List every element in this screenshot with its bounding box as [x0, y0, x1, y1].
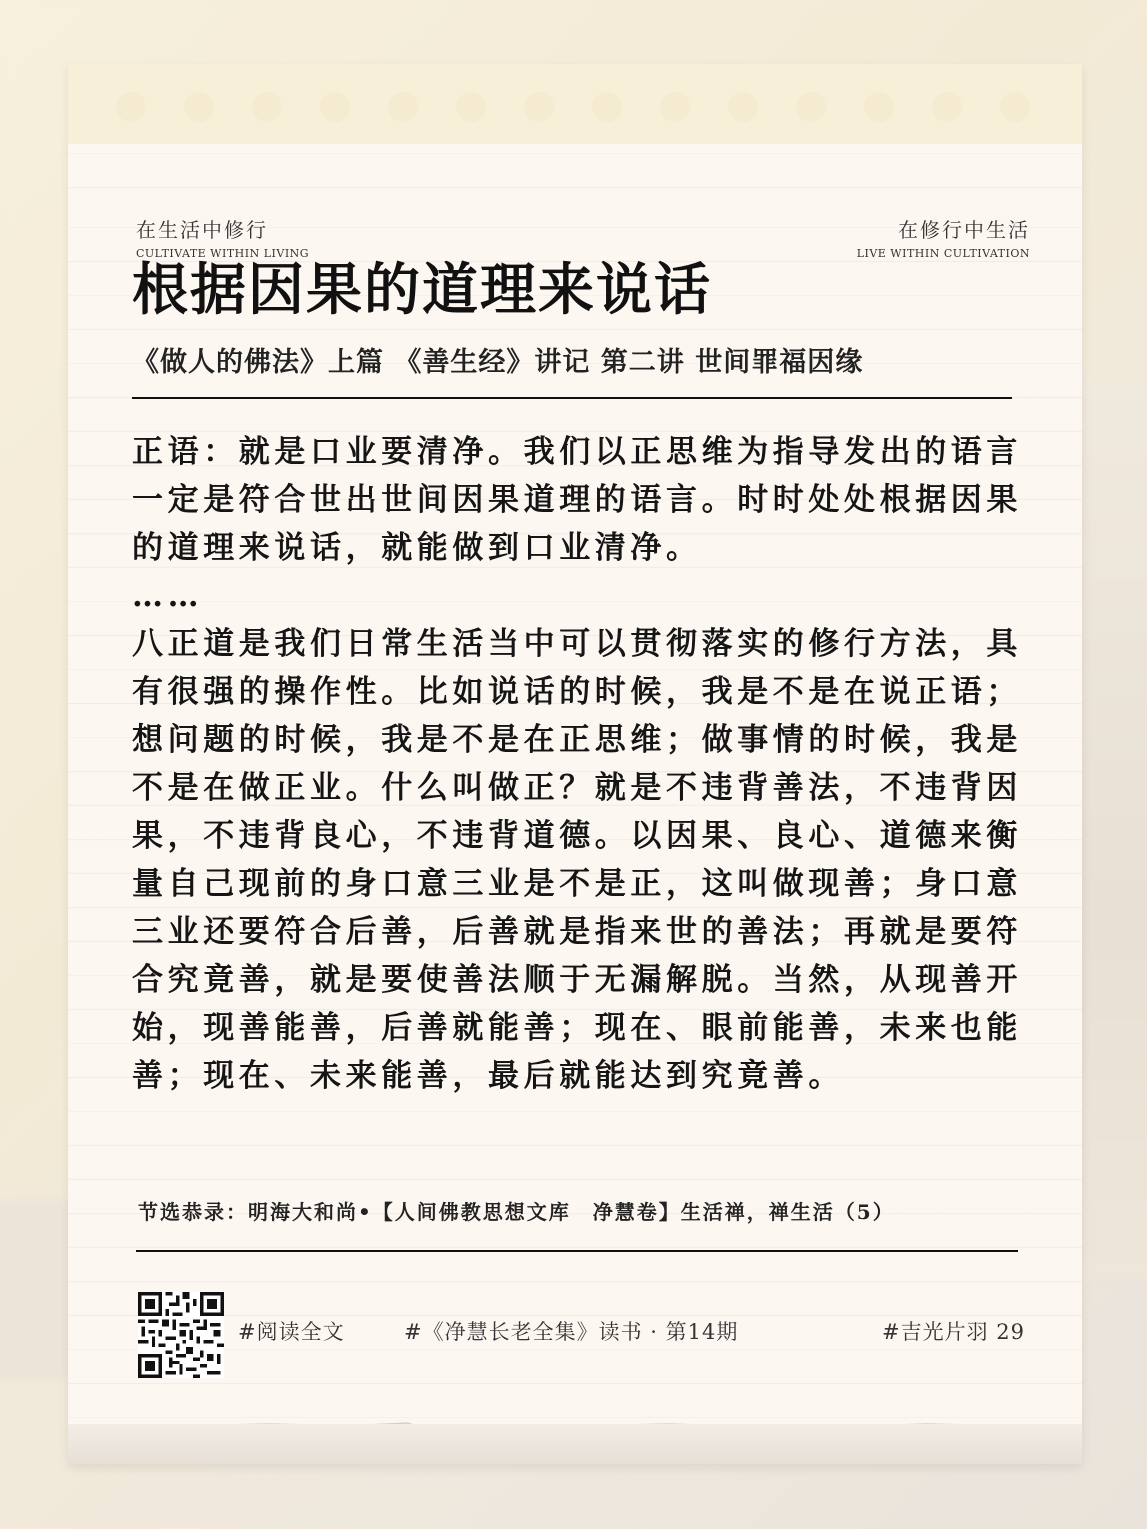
series-tag-link[interactable]: #《净慧长老全集》读书 · 第14期: [404, 1320, 739, 1344]
paragraph: 八正道是我们日常生活当中可以贯彻落实的修行方法，具有很强的操作性。比如说话的时候，我是不是在说正语；想问题的时候，我是不是在正思维；做事情的时候，我是不是在做正业。什么叫做正？就是不违背善法，不违背因果，不违背良心，不违背道德。以因果、良心、道德来衡量自己现前的身口意三业是不是正，这叫做现善；身口意三业还要符合后善，后善就是指来世的善法；再就是要符合究竟善，就是要使善法顺于无漏解脱。当然，从现善开始，现善能善，后善就能善；现在、眼前能善，未来也能善；现在、未来能善，最后就能达到究竟善。: [132, 626, 1022, 1094]
header-right-english: LIVE WITHIN CULTIVATION: [856, 247, 1030, 260]
binding-hole: [252, 92, 282, 122]
header-left-english: CULTIVATE WITHIN LIVING: [136, 247, 310, 260]
read-full-text-link[interactable]: #阅读全文: [238, 1320, 345, 1344]
binding-hole: [184, 92, 214, 122]
divider: [132, 397, 1012, 399]
binding-hole: [796, 92, 826, 122]
binding-hole: [932, 92, 962, 122]
binding-hole: [524, 92, 554, 122]
issue-number-tag-link[interactable]: #吉光片羽 29: [882, 1320, 1025, 1344]
paragraph: 正语：就是口业要清净。我们以正思维为指导发出的语言一定是符合世出世间因果道理的语言。时时处处根据因果的道理来说话，就能做到口业清净。: [132, 434, 1022, 566]
page-subtitle: 《做人的佛法》上篇 《善生经》讲记 第二讲 世间罪福因缘: [132, 347, 864, 378]
binding-hole: [456, 92, 486, 122]
header-right: [857, 214, 1030, 260]
binding-hole: [320, 92, 350, 122]
page-title: 根据因果的道理来说话: [132, 257, 712, 323]
binding-hole: [728, 92, 758, 122]
binding-hole: [592, 92, 622, 122]
article-body: [132, 428, 1036, 1100]
source-citation: 节选恭录：明海大和尚•【人间佛教思想文库 净慧卷】生活禅，禅生活（5）: [138, 1200, 895, 1224]
ellipsis-paragraph: ……: [132, 578, 204, 614]
header-left-chinese: 在生活中修行: [136, 218, 268, 242]
binding-hole: [388, 92, 418, 122]
qr-code-icon[interactable]: [138, 1292, 224, 1378]
binding-hole: [116, 92, 146, 122]
binding-hole: [1000, 92, 1030, 122]
header-right-chinese: 在修行中生活: [898, 218, 1030, 242]
torn-paper-bottom: [68, 1424, 1082, 1464]
binding-hole: [864, 92, 894, 122]
divider: [136, 1250, 1018, 1252]
binding-hole: [660, 92, 690, 122]
notepaper-card: [68, 64, 1082, 1464]
paper-binding-strip: [68, 64, 1082, 144]
background-decoration: [0, 1200, 70, 1380]
